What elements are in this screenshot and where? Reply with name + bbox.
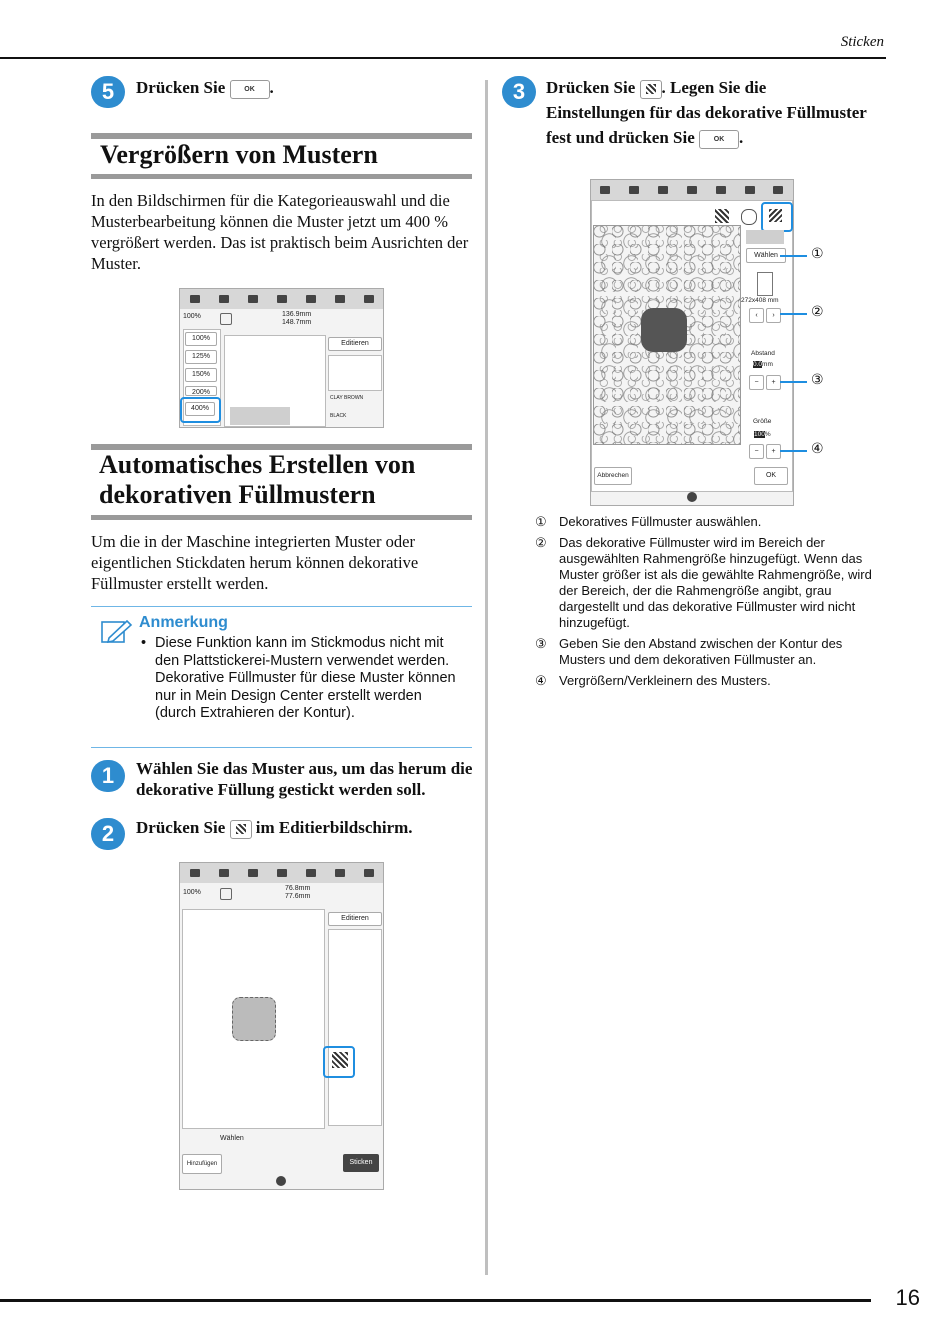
- size-plus-button[interactable]: +: [766, 444, 781, 459]
- section-bar-top: [91, 133, 472, 139]
- note-bullet: •: [141, 635, 147, 651]
- camera-icon: [219, 869, 229, 877]
- lock-icon: [335, 869, 345, 877]
- help-icon: [687, 186, 697, 194]
- callout-line-4: [780, 450, 807, 452]
- note-top-rule: [91, 606, 472, 607]
- header-rule: [0, 57, 886, 59]
- fill-pattern-key-icon: [640, 80, 662, 99]
- zoom-screenshot: [179, 288, 384, 428]
- callout-1: ①: [811, 246, 824, 262]
- step-badge-3: 3: [502, 76, 536, 108]
- pattern-size: 136.9mm 148.7mm: [282, 311, 312, 326]
- screen-toolbar-3: [591, 180, 793, 200]
- edit-tab[interactable]: Editieren: [328, 337, 382, 351]
- section-body-fill: Um die in der Maschine integrierten Muster oder eigentlichen Stickdaten herum können dekorative Füllmuster erstellt werden.: [91, 532, 419, 593]
- zoom-option-150[interactable]: 150%: [185, 368, 217, 382]
- spacing-plus-button[interactable]: +: [766, 375, 781, 390]
- thread-color-1: CLAY BROWN: [330, 395, 364, 401]
- section-body-enlarge: In den Bildschirmen für die Kategorieauswahl und die Musterbearbeitung können die Muster jetzt um 400 % vergrößert werden. Das ist praktisch beim Ausrichten der Muster.: [91, 191, 469, 273]
- edit-tab-2[interactable]: Editieren: [328, 912, 382, 926]
- wifi-icon: [190, 869, 200, 877]
- sewing-machine-icon: [306, 295, 316, 303]
- zoom-option-125[interactable]: 125%: [185, 350, 217, 364]
- frame-next-button[interactable]: ›: [766, 308, 781, 323]
- spacing-value: 0.0mm: [753, 361, 773, 368]
- zoom-option-400[interactable]: 400%: [185, 402, 215, 416]
- section2-bar-bottom: [91, 515, 472, 520]
- wifi-icon: [600, 186, 610, 194]
- home-icon: [364, 295, 374, 303]
- camera-icon: [219, 295, 229, 303]
- step-3-text: Drücken Sie . Legen Sie die Einstellungen für das dekorative Füllmuster fest und drücken Sie OK .: [546, 78, 867, 147]
- note-title: Anmerkung: [139, 614, 228, 631]
- zoom-option-200[interactable]: 200%: [185, 386, 217, 396]
- section-title-fill: Automatisches Erstellen von dekorativen Füllmustern: [99, 450, 416, 509]
- ok-key-icon: OK: [230, 80, 270, 99]
- select-button[interactable]: Wählen: [746, 248, 786, 263]
- zoom-value[interactable]: 100%: [183, 313, 201, 320]
- fill-sample: [746, 230, 784, 244]
- step-1-text: Wählen Sie das Muster aus, um das herum die dekorative Füllung gestickt werden soll.: [136, 759, 473, 799]
- size-label: Größe: [753, 418, 772, 425]
- home-icon: [773, 186, 783, 194]
- pattern-size-2: 76.8mm 77.6mm: [285, 885, 311, 900]
- step-badge-1: 1: [91, 760, 125, 792]
- pattern-preview: [230, 407, 290, 425]
- edit-screenshot: [179, 862, 384, 1190]
- page-number: 16: [895, 1285, 920, 1310]
- callout-line-1: [780, 255, 807, 257]
- flower-pattern-preview: [641, 308, 687, 352]
- note-bottom-rule: [91, 747, 472, 748]
- step-badge-5: 5: [91, 76, 125, 108]
- callout-legend: [535, 514, 880, 694]
- spacing-minus-button[interactable]: −: [749, 375, 764, 390]
- fill-screenshot: [590, 179, 794, 506]
- fill-pattern-key-icon: [230, 820, 252, 839]
- help-icon: [277, 295, 287, 303]
- note-pencil-icon: [101, 618, 133, 644]
- sewing-machine-icon: [716, 186, 726, 194]
- callout-line-2: [780, 313, 807, 315]
- ok-button[interactable]: OK: [754, 467, 788, 485]
- pattern-thumbnail[interactable]: [328, 355, 382, 391]
- legend-item-1: ① Dekoratives Füllmuster auswählen.: [535, 514, 762, 529]
- spacing-label: Abstand: [751, 350, 775, 357]
- document-icon: [658, 186, 668, 194]
- step-5-text: Drücken Sie OK .: [136, 78, 274, 97]
- running-header: Sticken: [840, 34, 884, 50]
- column-divider: [485, 80, 488, 1275]
- section-title-enlarge: Vergrößern von Mustern: [100, 140, 378, 169]
- callout-4: ④: [811, 441, 824, 457]
- zoom-option-100[interactable]: 100%: [185, 332, 217, 346]
- document-icon: [248, 295, 258, 303]
- add-button[interactable]: Hinzufügen: [182, 1154, 222, 1174]
- help-icon: [277, 869, 287, 877]
- section-bar-bottom: [91, 174, 472, 179]
- fill-type-2-icon[interactable]: [741, 209, 757, 225]
- hand-icon[interactable]: [220, 313, 232, 325]
- cancel-button[interactable]: Abbrechen: [594, 467, 632, 485]
- lock-icon: [335, 295, 345, 303]
- callout-2: ②: [811, 304, 824, 320]
- frame-icon: [757, 272, 773, 296]
- note-text: Diese Funktion kann im Stickmodus nicht mit den Plattstickerei-Mustern verwendet werden. Dekorative Füllmuster für diese Muster können nur in Mein Design Center erstellt werden (durch Extrahieren der Kontur).: [155, 635, 456, 721]
- edit-tool-panel: [328, 929, 382, 1126]
- screen-toolbar: [180, 289, 383, 309]
- flower-pattern[interactable]: [232, 997, 276, 1041]
- size-value: 100%: [754, 431, 771, 438]
- callout-3: ③: [811, 372, 824, 388]
- callout-line-3: [780, 381, 807, 383]
- legend-item-3: ③ Geben Sie den Abstand zwischen der Kontur des Musters und dem dekorativen Füllmuster an.: [535, 636, 843, 667]
- zoom-value-2[interactable]: 100%: [183, 889, 201, 896]
- hand-icon[interactable]: [220, 888, 232, 900]
- home-button-icon[interactable]: [276, 1176, 286, 1186]
- ok-key-icon: OK: [699, 130, 739, 149]
- fill-pattern-icon[interactable]: [332, 1052, 348, 1068]
- footer-rule: [0, 1299, 871, 1302]
- embroider-button[interactable]: Sticken: [343, 1154, 379, 1172]
- step-2-text: Drücken Sie im Editierbildschirm.: [136, 818, 413, 837]
- lock-icon: [745, 186, 755, 194]
- sewing-machine-icon: [306, 869, 316, 877]
- size-minus-button[interactable]: −: [749, 444, 764, 459]
- frame-size: 272x408 mm: [741, 297, 779, 304]
- fill-type-3-icon[interactable]: [769, 209, 782, 222]
- home-button-icon[interactable]: [687, 492, 697, 502]
- fill-type-1-icon[interactable]: [715, 209, 729, 223]
- legend-item-4: ④ Vergrößern/Verkleinern des Musters.: [535, 673, 771, 688]
- frame-prev-button[interactable]: ‹: [749, 308, 764, 323]
- document-icon: [248, 869, 258, 877]
- home-icon: [364, 869, 374, 877]
- step-badge-2: 2: [91, 818, 125, 850]
- legend-item-2: ② Das dekorative Füllmuster wird im Bereich der ausgewählten Rahmengröße hinzugefügt. Wenn das Muster größer ist als die gewählte Rahmengröße, wird der Bereich, der die Rahmengröße angibt, grau dargestellt und das dekorative Füllmuster wird nicht hinzugefügt.: [535, 535, 872, 630]
- camera-icon: [629, 186, 639, 194]
- thread-color-2: BLACK: [330, 413, 347, 419]
- wifi-icon: [190, 295, 200, 303]
- screen-toolbar-2: [180, 863, 383, 883]
- select-label: Wählen: [220, 1135, 244, 1142]
